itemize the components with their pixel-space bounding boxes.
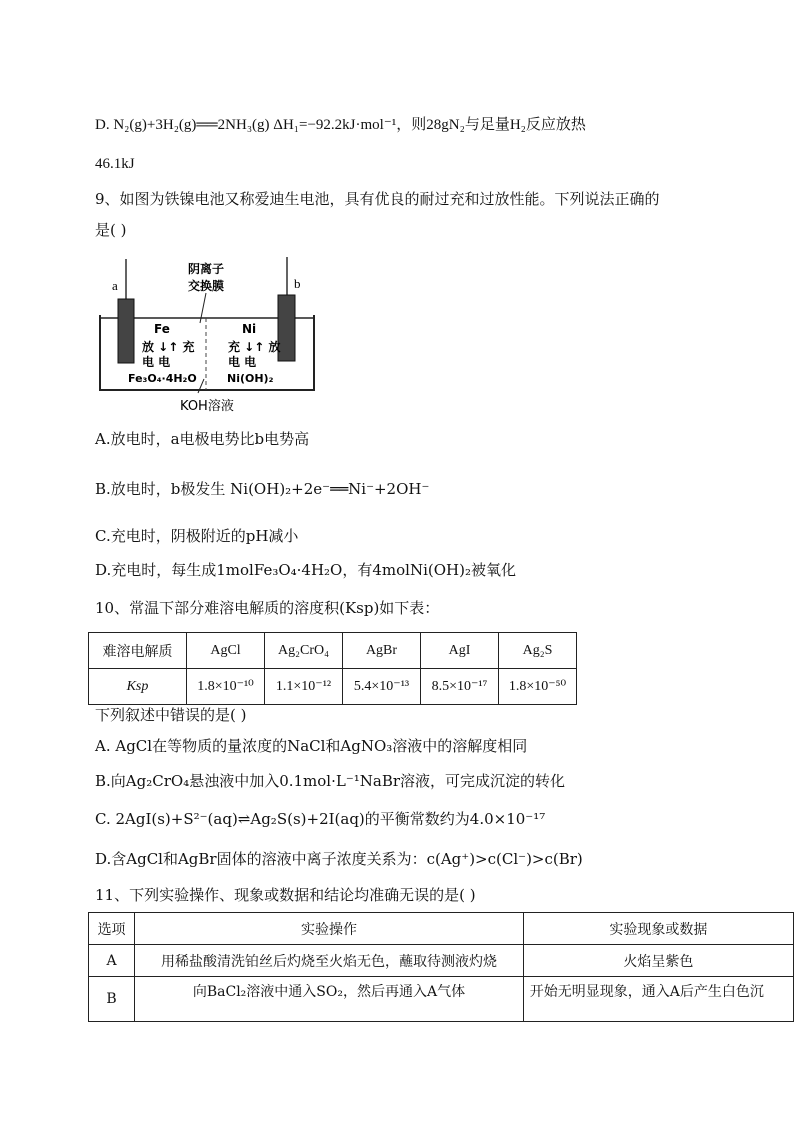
label-a: a <box>112 278 118 293</box>
table-cell: 用稀盐酸清洗铂丝后灼烧至火焰无色，蘸取待测液灼烧 <box>135 945 524 977</box>
table-header-cell: 实验操作 <box>135 913 524 945</box>
table-cell: 火焰呈紫色 <box>523 945 793 977</box>
left-arrows-2: 电 电 <box>142 355 171 369</box>
q9-stem: 9、如图为铁镍电池又称爱迪生电池，具有优良的耐过充和过放性能。下列说法正确的 <box>95 190 660 208</box>
battery-diagram <box>92 255 322 420</box>
table-row-label: Ksp <box>89 669 187 705</box>
q8-option-d: D. N₂(g)+3H₂(g)══2NH₃(g) ΔH₁=−92.2kJ·mol⁻¹，则28gN₂与足量H₂反应放热 <box>95 117 586 133</box>
table-cell: 向BaCl₂溶液中通入SO₂，然后再通入A气体 <box>135 977 524 1022</box>
q9-option-c: C.充电时，阴极附近的pH减小 <box>95 527 299 545</box>
right-bottom-label: Ni(OH)₂ <box>227 372 274 385</box>
q10-option-a: A. AgCl在等物质的量浓度的NaCl和AgNO₃溶液中的溶解度相同 <box>95 737 528 755</box>
q10-option-c: C. 2AgI(s)+S²⁻(aq)⇌Ag₂S(s)+2I(aq)的平衡常数约为4.0×10⁻¹⁷ <box>95 810 546 828</box>
table-header-cell: Ag₂CrO₄ <box>265 633 343 669</box>
table-row <box>89 913 794 945</box>
experiment-table <box>88 912 794 1022</box>
table-cell: 8.5×10⁻¹⁷ <box>421 669 499 705</box>
table-cell: 1.1×10⁻¹² <box>265 669 343 705</box>
left-metal-label: Fe <box>154 322 170 336</box>
table-header-cell: 难溶电解质 <box>89 633 187 669</box>
q10-stem: 10、常温下部分难溶电解质的溶度积(Ksp)如下表： <box>95 599 440 617</box>
ksp-table <box>88 632 577 705</box>
right-arrows: 充 ↓↑ 放 <box>228 340 281 354</box>
right-metal-label: Ni <box>242 322 257 336</box>
table-header-cell: 选项 <box>89 913 135 945</box>
q10-option-d: D.含AgCl和AgBr固体的溶液中离子浓度关系为：c(Ag⁺)>c(Cl⁻)>c(Br) <box>95 850 583 868</box>
q8-option-d-continued: 46.1kJ <box>95 156 135 172</box>
table-cell: 1.8×10⁻¹⁰ <box>187 669 265 705</box>
left-arrows: 放 ↓↑ 充 <box>142 340 195 354</box>
table-header-cell: AgI <box>421 633 499 669</box>
q9-stem-continued: 是( ) <box>95 221 127 239</box>
table-row <box>89 945 794 977</box>
table-cell: A <box>89 945 135 977</box>
table-header-cell: 实验现象或数据 <box>523 913 793 945</box>
q9-option-d: D.充电时，每生成1molFe₃O₄·4H₂O，有4molNi(OH)₂被氧化 <box>95 561 516 579</box>
table-cell: 5.4×10⁻¹³ <box>343 669 421 705</box>
table-cell: 开始无明显现象，通入A后产生白色沉 <box>523 977 793 1022</box>
table-header-cell: Ag₂S <box>499 633 577 669</box>
label-b: b <box>294 276 301 291</box>
q9-option-b: B.放电时，b极发生 Ni(OH)₂+2e⁻══Ni⁻+2OH⁻ <box>95 480 430 498</box>
q10-option-b: B.向Ag₂CrO₄悬浊液中加入0.1mol·L⁻¹NaBr溶液，可完成沉淀的转化 <box>95 772 566 790</box>
q10-ask: 下列叙述中错误的是( ) <box>95 706 247 724</box>
table-row <box>89 977 794 1022</box>
q8-option-d-text: N₂(g)+3H₂(g)══2NH₃(g) ΔH₁=−92.2kJ·mol⁻¹，则28gN₂与足量H₂反应放热 <box>113 117 586 133</box>
table-cell: B <box>89 977 135 1022</box>
q11-stem: 11、下列实验操作、现象或数据和结论均准确无误的是( ) <box>95 886 476 904</box>
membrane-label-1: 阴离子 <box>188 262 225 276</box>
table-cell: 1.8×10⁻⁵⁰ <box>499 669 577 705</box>
q9-option-a: A.放电时，a电极电势比b电势高 <box>95 430 310 448</box>
right-arrows-2: 电 电 <box>228 355 257 369</box>
membrane-label-2: 交换膜 <box>188 279 225 293</box>
left-bottom-label: Fe₃O₄·4H₂O <box>128 372 197 385</box>
table-header-cell: AgBr <box>343 633 421 669</box>
table-header-cell: AgCl <box>187 633 265 669</box>
table-row <box>89 633 577 669</box>
table-row <box>89 669 577 705</box>
electrolyte-label: KOH溶液 <box>180 399 234 414</box>
